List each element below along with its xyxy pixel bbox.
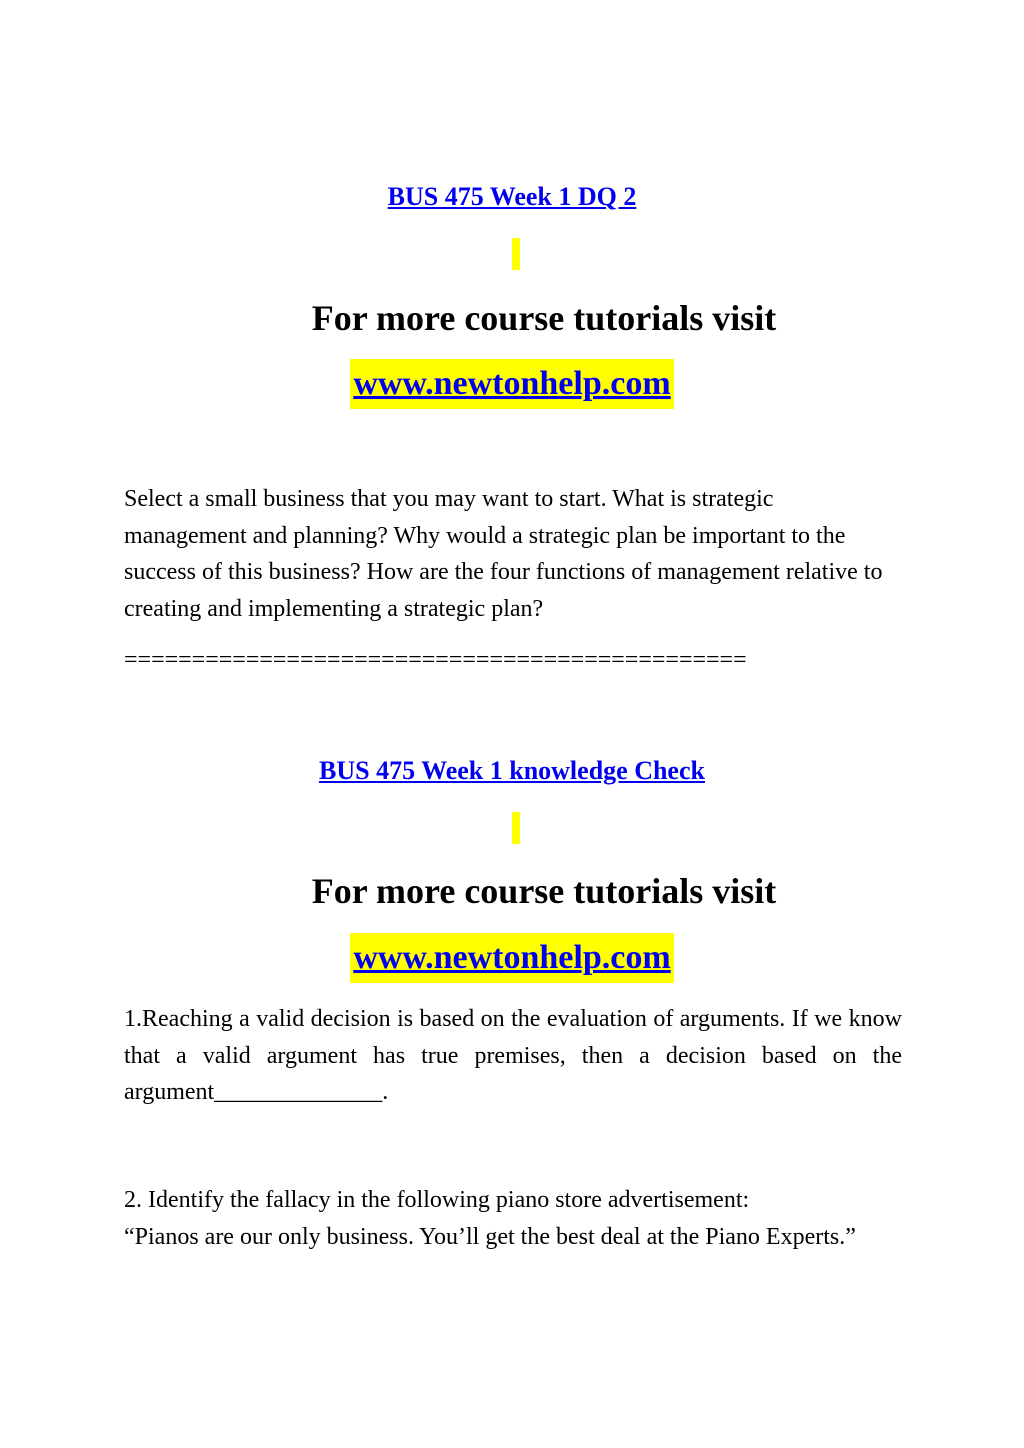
url-container [0, 933, 1024, 989]
url-container [0, 359, 1024, 415]
newtonhelp-url-link[interactable]: www.newtonhelp.com [350, 933, 673, 983]
heading-link-week1-dq2[interactable]: BUS 475 Week 1 DQ 2 [387, 182, 637, 211]
question-2-quote: “Pianos are our only business. You’ll get the best deal at the Piano Experts.” [124, 1223, 856, 1250]
newtonhelp-url-link[interactable]: www.newtonhelp.com [350, 359, 673, 409]
knowledge-check-question-2 [124, 1182, 924, 1255]
highlight-bar [512, 812, 520, 844]
section-divider: ============================================== [124, 647, 747, 673]
highlight-bar [512, 238, 520, 270]
visit-title: For more course tutorials visit [311, 298, 777, 338]
visit-title: For more course tutorials visit [311, 871, 777, 911]
knowledge-check-question-1: 1.Reaching a valid decision is based on the evaluation of arguments. If we know that a valid argument has true premises, then a decision based on the argument______________. [124, 1006, 902, 1105]
heading-link-week1-knowledge-check[interactable]: BUS 475 Week 1 knowledge Check [319, 756, 705, 785]
question-2-prompt: 2. Identify the fallacy in the following piano store advertisement: [124, 1187, 750, 1213]
dq2-question-text: Select a small business that you may want to start. What is strategic management and planning? Why would a strategic plan be important to the success of this business? How are the four functions of management relative to creating and implementing a strategic plan? [124, 486, 883, 622]
